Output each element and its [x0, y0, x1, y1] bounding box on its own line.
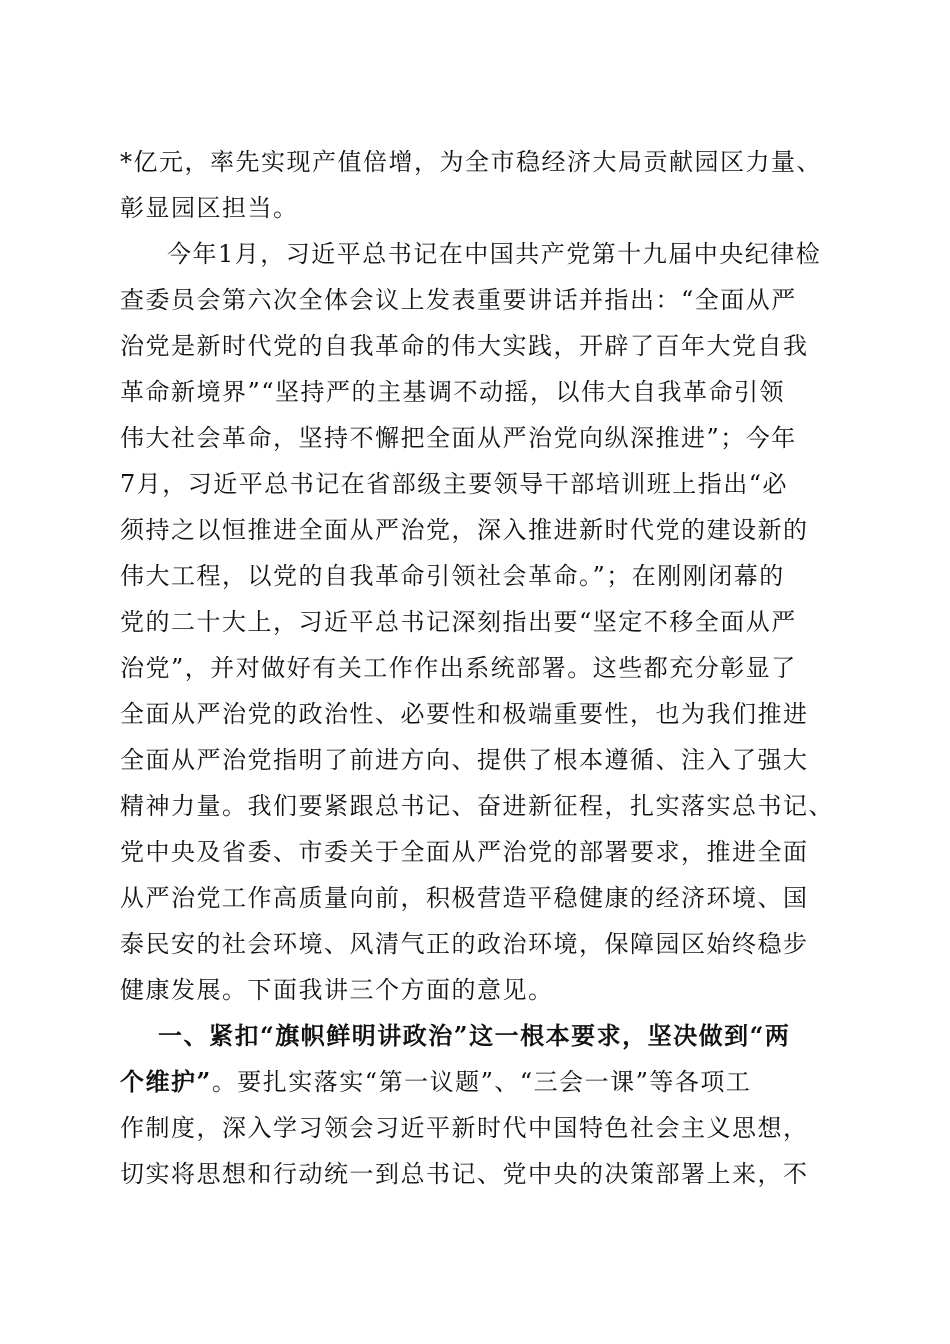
- section-heading-tail: 个维护”: [120, 1067, 212, 1096]
- paragraph-line: 从严治党工作高质量向前，积极营造平稳健康的经济环境、国: [120, 884, 809, 912]
- paragraph-line: 全面从严治党指明了前进方向、提供了根本遵循、注入了强大: [120, 746, 809, 774]
- section-heading-line: 一、紧扣“旗帜鲜明讲政治”这一根本要求，坚决做到“两: [158, 1021, 791, 1050]
- paragraph-line: 泰民安的社会环境、风清气正的政治环境，保障园区始终稳步: [120, 930, 809, 958]
- paragraph-line: 切实将思想和行动统一到总书记、党中央的决策部署上来，不: [120, 1160, 809, 1188]
- paragraph-line: 今年1月，习近平总书记在中国共产党第十九届中央纪律检: [167, 240, 822, 268]
- paragraph-line: 治党是新时代党的自我革命的伟大实践，开辟了百年大党自我: [120, 332, 809, 360]
- paragraph-line: 7月，习近平总书记在省部级主要领导干部培训班上指出“必: [120, 470, 789, 498]
- paragraph-line: 健康发展。下面我讲三个方面的意见。: [120, 976, 554, 1004]
- paragraph-line: 作制度，深入学习领会习近平新时代中国特色社会主义思想，: [120, 1114, 809, 1142]
- paragraph-line: 治党”，并对做好有关工作作出系统部署。这些都充分彰显了: [120, 654, 797, 682]
- paragraph-line: 伟大工程，以党的自我革命引领社会革命。”；在刚刚闭幕的: [120, 562, 785, 590]
- paragraph-line: 全面从严治党的政治性、必要性和极端重要性，也为我们推进: [120, 700, 809, 728]
- section-heading-continuation: [120, 1065, 751, 1099]
- paragraph-line: 彰显园区担当。: [120, 194, 299, 222]
- paragraph-line: 查委员会第六次全体会议上发表重要讲话并指出：“全面从严: [120, 286, 797, 314]
- paragraph-line: 革命新境界”“坚持严的主基调不动摇，以伟大自我革命引领: [120, 378, 786, 406]
- paragraph-line: 精神力量。我们要紧跟总书记、奋进新征程，扎实落实总书记、: [120, 792, 834, 820]
- paragraph-line: 伟大社会革命，坚持不懈把全面从严治党向纵深推进”；今年: [120, 424, 797, 452]
- paragraph-line: 党的二十大上，习近平总书记深刻指出要“坚定不移全面从严: [120, 608, 797, 636]
- paragraph-line: 党中央及省委、市委关于全面从严治党的部署要求，推进全面: [120, 838, 809, 866]
- paragraph-line: 须持之以恒推进全面从严治党，深入推进新时代党的建设新的: [120, 516, 809, 544]
- paragraph-line: *亿元，率先实现产值倍增，为全市稳经济大局贡献园区力量、: [120, 148, 822, 176]
- paragraph-line-tail: 。要扎实落实“第一议题”、“三会一课”等各项工: [211, 1068, 752, 1096]
